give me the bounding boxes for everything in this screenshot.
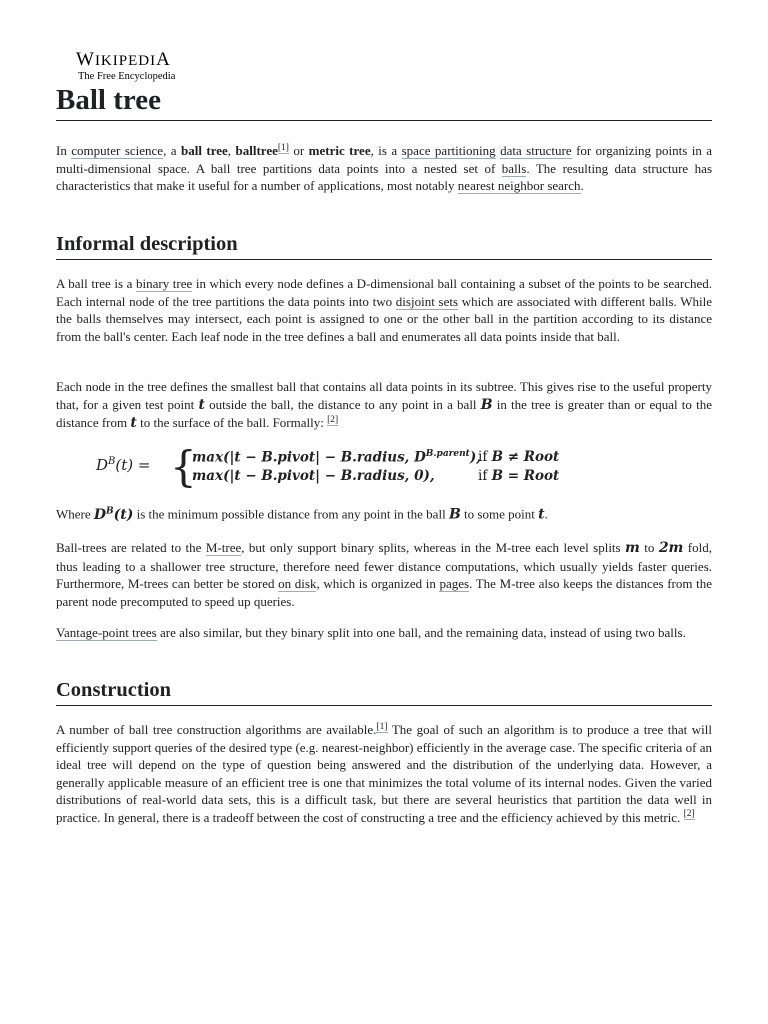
distance-formula xyxy=(96,442,616,492)
link-on-disk[interactable]: on disk xyxy=(278,576,317,591)
link-binary-tree[interactable]: binary tree xyxy=(136,276,193,291)
informal-paragraph-4: Ball-trees are related to the M-tree, but only support binary splits, whereas in the M-tree each level splits m to 2m fold, thus leading to a shallower tree structure, therefore need fewer distance computations, which usually yields faster queries. Furthermore, M-trees can better be stored on disk, which is organized in pages. The M-tree also keeps the distances from the parent node precomputed to speed up queries. xyxy=(56,540,712,609)
link-space-partitioning[interactable]: space partitioning xyxy=(401,143,496,158)
construction-paragraph: A number of ball tree construction algorithms are available.[1] The goal of such an algorithm is to produce a tree that will efficiently support queries of the desired type (e.g. nearest-neighbor) efficiently in the average case. The specific criteria of an ideal tree will depend on the type of question being answered and the distribution of the underlying data. However, a generally applicable measure of an efficient tree is one that minimizes the total volume of its internal nodes. Given the varied distributions of real-world data sets, this is a difficult task, but there are several heuristics that partition the data well in practice. In general, there is a tradeoff between the cost of constructing a tree and the efficiency achieved by this metric. [2] xyxy=(56,721,713,825)
informal-paragraph-1: A ball tree is a binary tree in which every node defines a D-dimensional ball containing a subset of the points to be searched. Each internal node of the tree partitions the data points into two disjoint sets which are associated with different balls. While the balls themselves may intersect, each point is assigned to one or the other ball in the partition according to its distance from the ball's center. Each leaf node in the tree defines a ball and enumerates all data points inside that ball. xyxy=(56,276,712,344)
page-title: Ball tree xyxy=(56,82,712,121)
link-data-structure[interactable]: data structure xyxy=(500,143,572,158)
ref-2-link[interactable]: [2] xyxy=(327,414,339,425)
wikipedia-logo[interactable] xyxy=(76,50,236,83)
formula-lhs: $D^B(t)$ = xyxy=(96,456,151,474)
link-computer-science[interactable]: computer science xyxy=(71,143,164,158)
formula-case-1: max(|t − B.pivot| − B.radius, $D^{B.parent}$), xyxy=(192,449,481,466)
informal-paragraph-3: Where $D^B(t)$ is the minimum possible distance from any point in the ball B to some point t. xyxy=(56,506,548,523)
heading-informal-description: Informal description xyxy=(56,231,712,260)
formula-condition-1: if B ≠ Root xyxy=(478,449,560,465)
link-nearest-neighbor-search[interactable]: nearest neighbor search xyxy=(457,178,581,193)
logo-wordmark: WIKIPEDIA xyxy=(76,49,171,70)
intro-paragraph: In computer science, a ball tree, balltree[1] or metric tree, is a space partitioning data structure for organizing points in a multi-dimensional space. A ball tree partitions data points into a nested set of balls. The resulting data structure has characteristics that make it useful for a number of applications, most notably nearest neighbor search. xyxy=(56,142,713,193)
link-vantage-point-trees[interactable]: Vantage-point trees xyxy=(56,625,157,640)
ref-1-link[interactable]: [1] xyxy=(277,142,289,153)
formula-condition-2: if B = Root xyxy=(478,468,560,484)
link-balls[interactable]: balls xyxy=(501,160,527,176)
link-disjoint-sets[interactable]: disjoint sets xyxy=(395,293,459,309)
ref-1-link-construction[interactable]: [1] xyxy=(376,721,388,732)
informal-paragraph-5: Vantage-point trees are also similar, but they binary split into one ball, and the remaining data, instead of using two balls. xyxy=(56,625,686,640)
logo-tagline: The Free Encyclopedia xyxy=(78,71,176,82)
informal-paragraph-2: Each node in the tree defines the smallest ball that contains all data points in its subtree. This gives rise to the useful property that, for a given test point t outside the ball, the distance to any point in a ball B in the tree is greater than or equal to the distance from t to the surface of the ball. Formally: [2] xyxy=(56,379,712,431)
heading-construction: Construction xyxy=(56,677,712,706)
formula-brace: { xyxy=(170,442,197,491)
link-m-tree[interactable]: M-tree xyxy=(205,540,242,555)
formula-case-2: max(|t − B.pivot| − B.radius, 0), xyxy=(192,468,435,484)
link-pages[interactable]: pages xyxy=(439,576,470,591)
ref-2-link-construction[interactable]: [2] xyxy=(683,809,695,820)
